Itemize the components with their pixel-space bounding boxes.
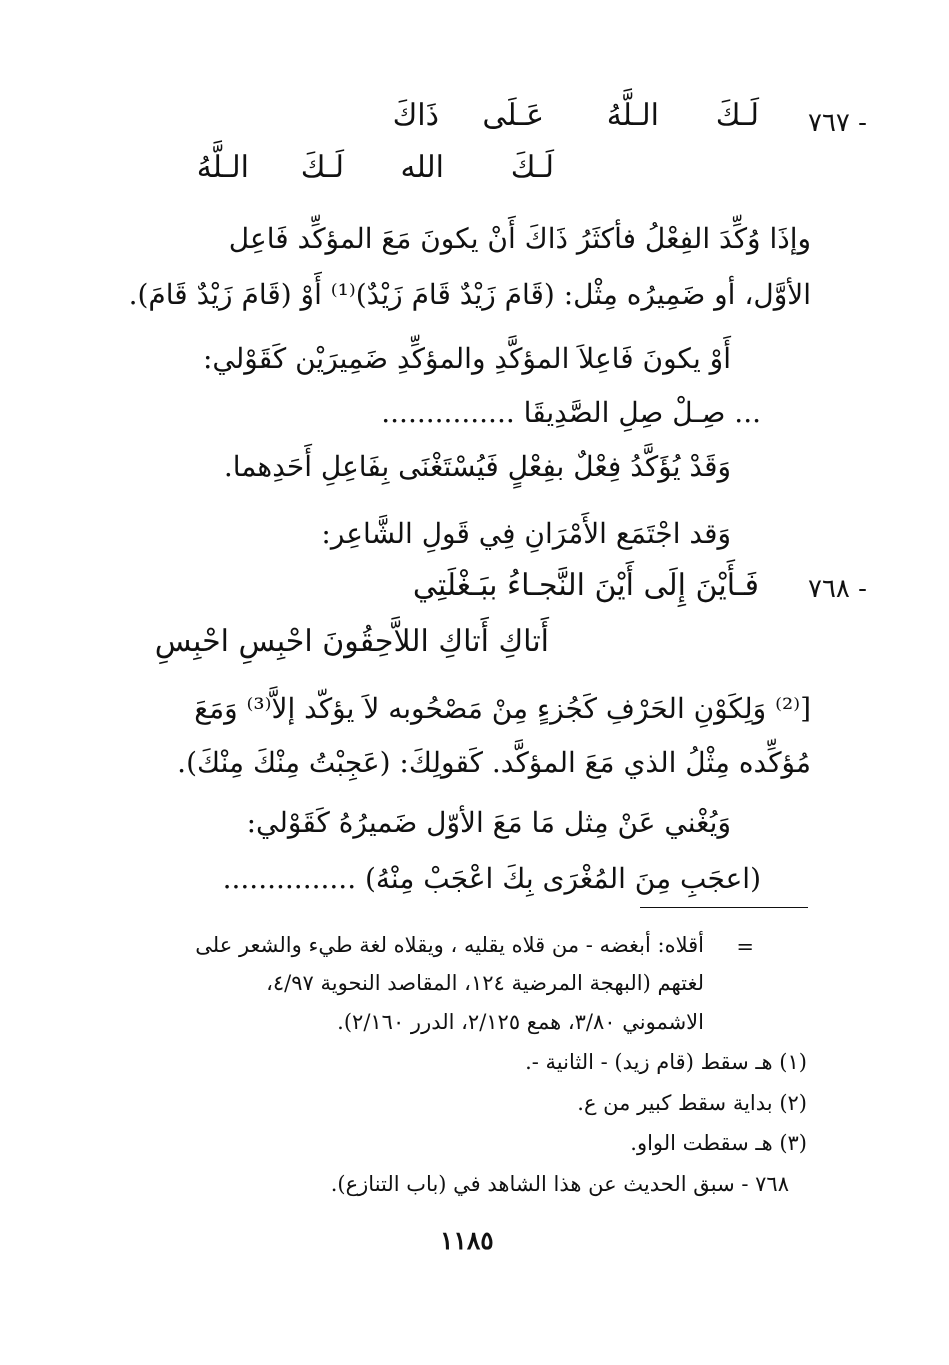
footnote-continuation-line2: لغتهم (البهجة المرضية ١٢٤، المقاصد النحوية ٤/٩٧، bbox=[266, 971, 704, 995]
para2-line1: أَوْ يكونَ فَاعِلاَ المؤكَّدِ والمؤكِّدِ ضَمِيرَيْن كَقَوْلي: bbox=[202, 342, 731, 375]
footnote-continuation-line3: الاشموني ٣/٨٠، همع ٢/١٢٥، الدرر ٢/١٦٠). bbox=[337, 1010, 704, 1034]
verse-767-line2-word-3: لَـكَ bbox=[300, 150, 344, 185]
footnote-separator bbox=[640, 907, 808, 908]
verse-767-word-4: ذَاكَ bbox=[392, 98, 439, 133]
para4-verse: (اعجَبِ مِنَ المُغْرَى بِكَ اعْجَبْ مِنْهُ) ............... bbox=[222, 862, 761, 895]
para4-line1: [⁽²⁾ وَلِكَوْنِ الحَرْفِ كَجُزءٍ مِنْ مَصْحُوبه لاَ يؤكّد إلاَّ⁽³⁾ وَمَعَ bbox=[194, 692, 811, 725]
verse-number-768: ٧٦٨ - bbox=[808, 574, 867, 604]
para2-line2: وَقَدْ يُؤَكَّدُ فِعْلٌ بفِعْلٍ فَيُسْتَغْنَى بِفَاعِلِ أَحَدِهما. bbox=[223, 450, 731, 483]
footnote-768: ٧٦٨ - سبق الحديث عن هذا الشاهد في (باب التنازع). bbox=[330, 1172, 789, 1196]
verse-767-line2-word-2: الله bbox=[400, 150, 444, 185]
verse-767-line2-word-4: الـلَّهُ bbox=[196, 150, 249, 185]
para1-line1: وإذَا وُكِّدَ الفِعْلُ فأكثَرُ ذَاكَ أَنْ يكونَ مَعَ المؤكِّد فَاعِل bbox=[228, 222, 811, 255]
verse-767-word-3: عَـلَى bbox=[482, 98, 544, 133]
footnote-continuation-line1: أقلاه: أبغضه - من قلاه يقليه ، ويقلاه لغة طيء والشعر على bbox=[195, 933, 704, 957]
para4-line3: وَيُغْني عَنْ مِثل مَا مَعَ الأوّل ضَميرُهُ كَقَوْلي: bbox=[246, 806, 731, 839]
verse-767-word-1: لَـكَ bbox=[715, 98, 759, 133]
verse-767-line2-word-1: لَـكَ bbox=[510, 150, 554, 185]
para2-verse: ... صِـلْ صِلِ الصَّدِيقَا ............... bbox=[381, 396, 761, 429]
footnote-1: (١) هـ سقط (قام زيد) - الثانية -. bbox=[525, 1050, 807, 1074]
verse-768-line1: فَـأَيْنَ إِلَى أَيْنَ النَّجـاءُ ببَـغْلَتِي bbox=[412, 568, 759, 603]
para1-line2: الأوَّل، أو ضَمِيرُه مِثْل: (قَامَ زَيْدٌ قَامَ زَيْدٌ)⁽¹⁾ أَوْ (قَامَ زَيْدٌ قَامَ). bbox=[128, 278, 811, 311]
page-number: ١١٨٥ bbox=[440, 1226, 494, 1255]
footnote-3: (٣) هـ سقطت الواو. bbox=[630, 1131, 807, 1155]
para4-line2: مُؤكِّده مِثْلُ الذي مَعَ المؤكَّد. كَقولِكَ: (عَجِبْتُ مِنْكَ مِنْكَ). bbox=[177, 746, 811, 779]
verse-number-767: ٧٦٧ - bbox=[808, 108, 867, 138]
para3-line1: وَقد اجْتَمَع الأَمْرَانِ فِي قَولِ الشَّاعِر: bbox=[321, 517, 731, 550]
footnote-continuation-marker: = bbox=[736, 935, 754, 959]
verse-767-word-2: الـلَّهُ bbox=[606, 98, 659, 133]
footnote-2: (٢) بداية سقط كبير من ع. bbox=[577, 1091, 807, 1115]
verse-768-line2: أَتاكِ أَتاكِ اللاَّحِقُونَ احْبِسِ احْبِسِ bbox=[154, 624, 549, 659]
